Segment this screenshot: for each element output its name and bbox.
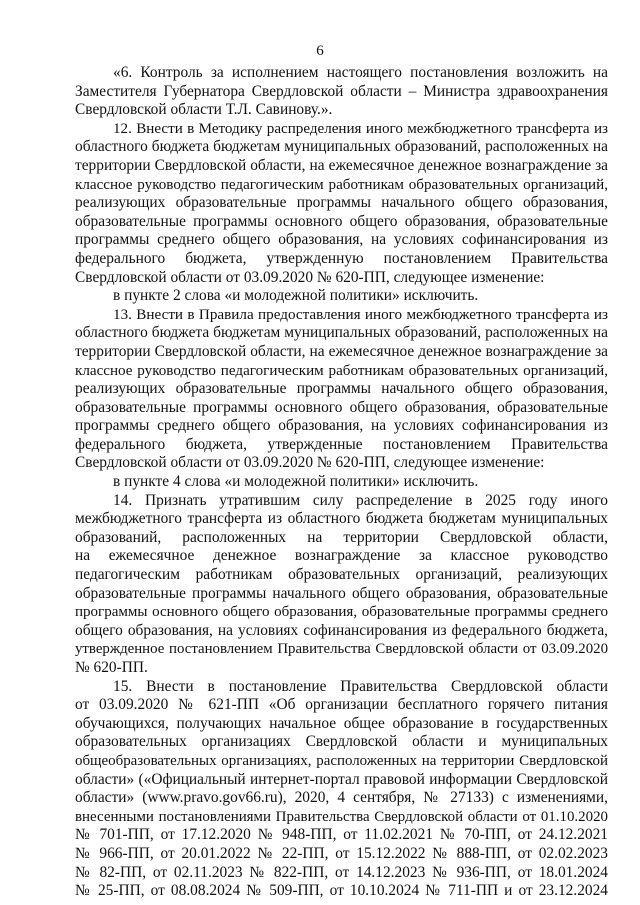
text-line: реализующих образовательные программы начального общего образования, — [75, 194, 608, 212]
text-line: обучающихся, получающих начальное общее образование в государственных — [75, 714, 608, 732]
text-line: реализующих образовательные программы начального общего образования, — [75, 380, 608, 398]
text-line: № 25-ПП, от 08.08.2024 № 509-ПП, от 10.10.2024 № 711-ПП и от 23.12.2024 — [75, 882, 608, 900]
text-line: общеобразовательных организациях, расположенных на территории Свердловской — [75, 752, 608, 769]
text-line: образований, расположенных на территории Свердловской области, — [75, 528, 608, 546]
text-line: 15. Внести в постановление Правительства Свердловской области — [113, 677, 608, 695]
text-line: программы среднего общего образования, на условиях софинансирования из — [75, 417, 608, 435]
text-line: области» (www.pravo.gov66.ru), 2020, 4 сентября, № 27133) с изменениями, — [75, 789, 608, 807]
text-line: утвержденное постановлением Правительства Свердловской области от 03.09.2020 — [75, 641, 608, 658]
text-line: № 966-ПП, от 20.01.2022 № 22-ПП, от 15.12.2022 № 888-ПП, от 02.02.2023 — [75, 844, 608, 862]
text-line: образовательных организациях Свердловской области и муниципальных — [75, 733, 608, 751]
text-line: 12. Внести в Методику распределения иного межбюджетного трансферта из — [113, 120, 608, 137]
text-line: общего образования, на условиях софинансирования из федерального бюджета, — [75, 621, 608, 639]
text-line: федерального бюджета, утвержденные постановлением Правительства — [75, 435, 608, 453]
text-line: программы основного общего образования, образовательные программы среднего — [75, 604, 608, 621]
text-line: от 03.09.2020 № 621-ПП «Об организации бесплатного горячего питания — [75, 696, 608, 714]
text-line: 14. Признать утратившим силу распределение в 2025 году иного — [113, 491, 608, 509]
text-line: области» («Официальный интернет-портал правовой информации Свердловской — [75, 770, 608, 788]
text-line: 13. Внести в Правила предоставления иного межбюджетного трансферта из — [113, 305, 608, 323]
text-line: классное руководство педагогическим работникам образовательных организаций, — [75, 176, 608, 193]
document-body — [75, 64, 608, 901]
text-line: Свердловской области Т.Л. Савинову.». — [75, 101, 333, 119]
text-line: педагогическим работникам образовательных организаций, реализующих — [75, 566, 608, 584]
text-line: Свердловской области от 03.09.2020 № 620-ПП, следующее изменение: — [75, 268, 545, 286]
text-line: в пункте 2 слова «и молодежной политики» исключить. — [113, 287, 479, 305]
text-line: образовательные программы основного общего образования, образовательные — [75, 398, 608, 416]
text-line: классное руководство педагогическим работникам образовательных организаций, — [75, 362, 608, 379]
text-line: в пункте 4 слова «и молодежной политики» исключить. — [113, 473, 479, 491]
text-line: программы среднего общего образования, на условиях софинансирования из — [75, 231, 608, 249]
text-line: внесенными постановлениями Правительства Свердловской области от 01.10.2020 — [75, 808, 608, 825]
text-line: № 620-ПП. — [75, 659, 148, 676]
text-line: территории Свердловской области, на ежемесячное денежное вознаграждение за — [75, 342, 608, 360]
text-line: образовательные программы начального общего образования, образовательные — [75, 584, 608, 602]
text-line: на ежемесячное денежное вознаграждение за классное руководство — [75, 547, 608, 565]
text-line: межбюджетного трансферта из областного бюджета бюджетам муниципальных — [75, 510, 608, 528]
text-line: № 701-ПП, от 17.12.2020 № 948-ПП, от 11.02.2021 № 70-ПП, от 24.12.2021 — [75, 826, 608, 844]
text-line: Заместителя Губернатора Свердловской области – Министра здравоохранения — [75, 82, 608, 100]
text-line: № 82-ПП, от 02.11.2023 № 822-ПП, от 14.12.2023 № 936-ПП, от 18.01.2024 — [75, 863, 608, 881]
text-line: федерального бюджета, утвержденную постановлением Правительства — [75, 249, 608, 267]
text-line: Свердловской области от 03.09.2020 № 620-ПП, следующее изменение: — [75, 454, 545, 472]
text-line: территории Свердловской области, на ежемесячное денежное вознаграждение за — [75, 156, 608, 174]
page-number: 6 — [316, 43, 324, 59]
text-line: областного бюджета бюджетам муниципальных образований, расположенных на — [75, 138, 608, 156]
text-line: областного бюджета бюджетам муниципальных образований, расположенных на — [75, 324, 608, 342]
text-line: «6. Контроль за исполнением настоящего постановления возложить на — [113, 64, 608, 81]
text-line: образовательные программы основного общего образования, образовательные — [75, 212, 608, 230]
